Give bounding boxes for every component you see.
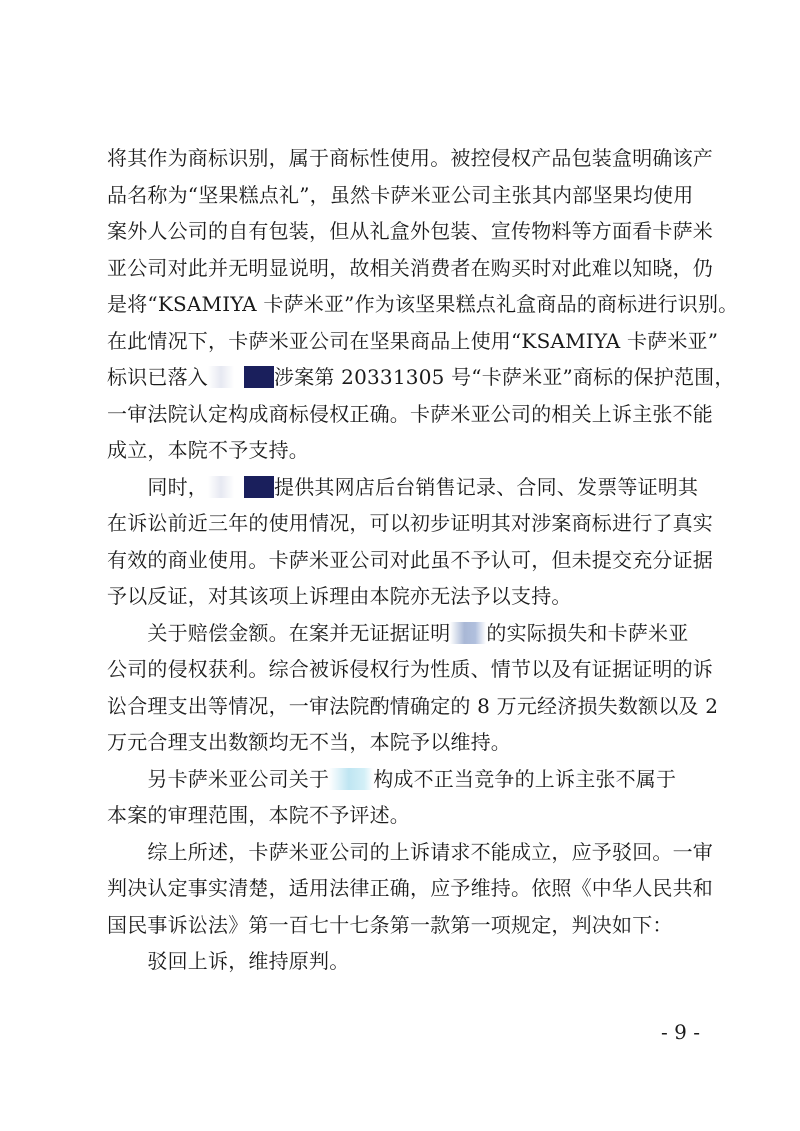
- text-line-3: 案外人公司的自有包装，但从礼盒外包装、宣传物料等方面看卡萨米: [107, 219, 713, 243]
- judgment-body: [107, 140, 739, 980]
- text-line-15: 公司的侵权获利。综合被诉侵权行为性质、情节以及有证据证明的诉: [107, 657, 713, 681]
- text-line-13: 予以反证，对其该项上诉理由本院亦无法予以支持。: [107, 584, 572, 608]
- text-line-23: 驳回上诉，维持原判。: [107, 949, 350, 973]
- text-line-1: 将其作为商标识别，属于商标性使用。被控侵权产品包装盒明确该产: [107, 146, 713, 170]
- text-line-21: 判决认定事实清楚，适用法律正确，应予维持。依照《中华人民共和: [107, 876, 713, 900]
- text-line-22: 国民事诉讼法》第一百七十七条第一款第一项规定，判决如下：: [107, 912, 673, 937]
- redaction-mark: [244, 476, 274, 498]
- text-line-6: 在此情况下，卡萨米亚公司在坚果商品上使用“KSAMIYA 卡萨米亚”: [107, 328, 719, 353]
- redaction-mark: [208, 476, 234, 498]
- text-line-4: 亚公司对此并无明显说明，故相关消费者在购买时对此难以知晓，仍: [107, 255, 713, 280]
- text-segment: 标识已落入: [107, 365, 208, 389]
- text-segment: 同时，: [107, 474, 208, 499]
- redaction-mark: [450, 622, 486, 644]
- text-line-16: 讼合理支出等情况，一审法院酌情确定的 8 万元经济损失数额以及 2: [107, 693, 719, 718]
- text-segment: 关于赔偿金额。在案并无证据证明: [107, 620, 451, 645]
- text-segment: 的实际损失和卡萨米亚: [486, 620, 689, 645]
- redaction-mark: [329, 768, 373, 790]
- redaction-mark: [244, 366, 274, 388]
- text-line-14: [107, 615, 707, 652]
- text-segment: 涉案第 20331305 号“卡萨米亚”商标的保护范围，: [274, 365, 735, 389]
- text-line-17: 万元合理支出数额均无不当，本院予以维持。: [107, 730, 511, 754]
- text-line-9: 成立，本院不予支持。: [107, 438, 309, 462]
- text-line-18: [107, 761, 707, 798]
- text-line-8: 一审法院认定构成商标侵权正确。卡萨米亚公司的相关上诉主张不能: [107, 401, 713, 426]
- text-segment: 另卡萨米亚公司关于: [107, 766, 330, 791]
- text-line-2: 品名称为“坚果糕点礼”，虽然卡萨米亚公司主张其内部坚果均使用: [107, 182, 694, 207]
- redaction-mark: [208, 366, 234, 388]
- text-segment: 提供其网店后台销售记录、合同、发票等证明其: [274, 474, 699, 499]
- text-segment: 构成不正当竞争的上诉主张不属于: [373, 766, 677, 791]
- text-line-5: 是将“KSAMIYA 卡萨米亚”作为该坚果糕点礼盒商品的商标进行识别。: [107, 292, 739, 316]
- text-line-10: [107, 469, 707, 506]
- text-line-7: [107, 359, 735, 396]
- page-number: - 9 -: [661, 1020, 700, 1044]
- text-line-19: 本案的审理范围，本院不予评述。: [107, 803, 410, 827]
- text-line-11: 在诉讼前近三年的使用情况，可以初步证明其对涉案商标进行了真实: [107, 511, 713, 535]
- text-line-20: 综上所述，卡萨米亚公司的上诉请求不能成立，应予驳回。一审: [107, 839, 713, 864]
- text-line-12: 有效的商业使用。卡萨米亚公司对此虽不予认可，但未提交充分证据: [107, 547, 713, 572]
